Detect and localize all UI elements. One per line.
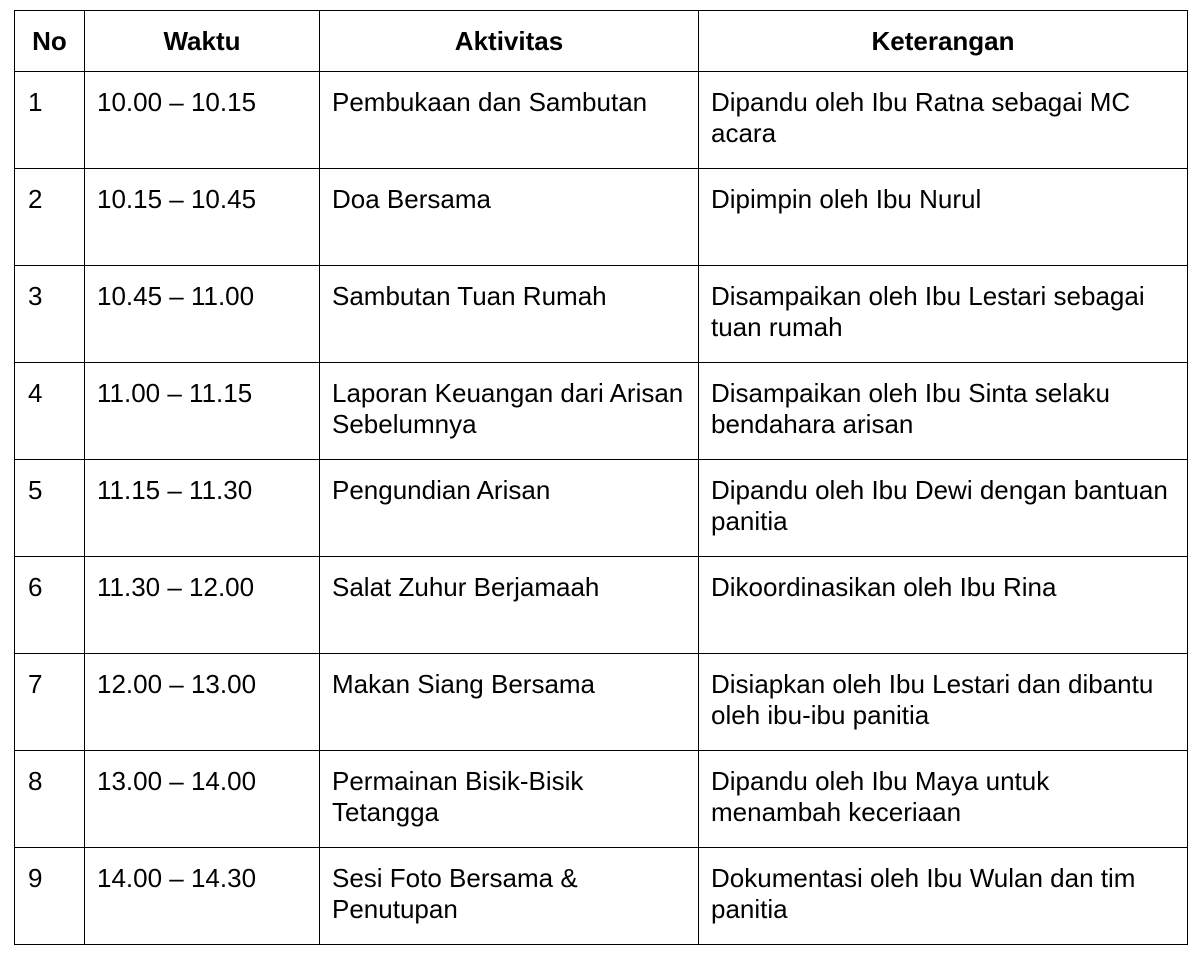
cell-keterangan: Dipimpin oleh Ibu Nurul — [699, 169, 1188, 266]
header-waktu: Waktu — [85, 11, 320, 72]
header-aktivitas: Aktivitas — [320, 11, 699, 72]
cell-keterangan: Dipandu oleh Ibu Dewi dengan bantuan panitia — [699, 460, 1188, 557]
cell-aktivitas: Sambutan Tuan Rumah — [320, 266, 699, 363]
header-keterangan: Keterangan — [699, 11, 1188, 72]
cell-no: 4 — [15, 363, 85, 460]
table-row — [15, 751, 1188, 848]
cell-keterangan: Disiapkan oleh Ibu Lestari dan dibantu oleh ibu-ibu panitia — [699, 654, 1188, 751]
cell-waktu: 11.00 – 11.15 — [85, 363, 320, 460]
table-row — [15, 848, 1188, 945]
cell-waktu: 10.00 – 10.15 — [85, 72, 320, 169]
cell-waktu: 13.00 – 14.00 — [85, 751, 320, 848]
cell-no: 8 — [15, 751, 85, 848]
table-row — [15, 654, 1188, 751]
cell-no: 9 — [15, 848, 85, 945]
cell-no: 5 — [15, 460, 85, 557]
table-row — [15, 363, 1188, 460]
table-row — [15, 169, 1188, 266]
table-row — [15, 460, 1188, 557]
cell-waktu: 11.15 – 11.30 — [85, 460, 320, 557]
cell-aktivitas: Pengundian Arisan — [320, 460, 699, 557]
cell-no: 6 — [15, 557, 85, 654]
cell-waktu: 12.00 – 13.00 — [85, 654, 320, 751]
cell-aktivitas: Salat Zuhur Berjamaah — [320, 557, 699, 654]
cell-aktivitas: Pembukaan dan Sambutan — [320, 72, 699, 169]
cell-no: 1 — [15, 72, 85, 169]
table-row — [15, 72, 1188, 169]
cell-aktivitas: Sesi Foto Bersama & Penutupan — [320, 848, 699, 945]
cell-no: 3 — [15, 266, 85, 363]
cell-aktivitas: Makan Siang Bersama — [320, 654, 699, 751]
cell-keterangan: Dipandu oleh Ibu Ratna sebagai MC acara — [699, 72, 1188, 169]
cell-aktivitas: Doa Bersama — [320, 169, 699, 266]
header-no: No — [15, 11, 85, 72]
cell-aktivitas: Permainan Bisik-Bisik Tetangga — [320, 751, 699, 848]
cell-keterangan: Disampaikan oleh Ibu Sinta selaku bendahara arisan — [699, 363, 1188, 460]
cell-no: 7 — [15, 654, 85, 751]
schedule-table — [14, 10, 1188, 945]
cell-aktivitas: Laporan Keuangan dari Arisan Sebelumnya — [320, 363, 699, 460]
cell-waktu: 14.00 – 14.30 — [85, 848, 320, 945]
cell-keterangan: Dikoordinasikan oleh Ibu Rina — [699, 557, 1188, 654]
cell-waktu: 10.15 – 10.45 — [85, 169, 320, 266]
table-row — [15, 266, 1188, 363]
cell-keterangan: Dokumentasi oleh Ibu Wulan dan tim panitia — [699, 848, 1188, 945]
cell-no: 2 — [15, 169, 85, 266]
cell-keterangan: Dipandu oleh Ibu Maya untuk menambah keceriaan — [699, 751, 1188, 848]
table-row — [15, 557, 1188, 654]
cell-keterangan: Disampaikan oleh Ibu Lestari sebagai tuan rumah — [699, 266, 1188, 363]
cell-waktu: 11.30 – 12.00 — [85, 557, 320, 654]
cell-waktu: 10.45 – 11.00 — [85, 266, 320, 363]
header-row — [15, 11, 1188, 72]
